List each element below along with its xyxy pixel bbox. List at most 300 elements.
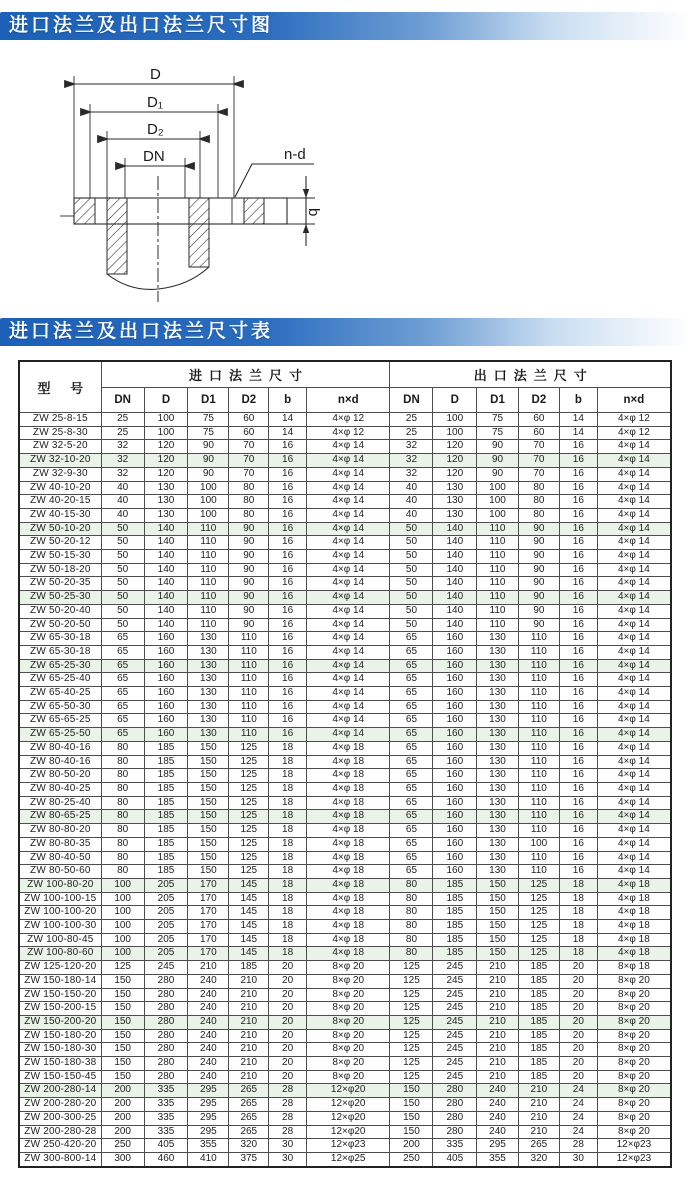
model-cell: ZW 150-180-38: [19, 1057, 101, 1071]
value-cell: 50: [390, 550, 433, 564]
value-cell: 130: [188, 673, 229, 687]
value-cell: 130: [477, 824, 519, 838]
table-row: [19, 741, 671, 755]
col-header-dn: DN: [390, 388, 433, 413]
value-cell: 4×φ 14: [597, 563, 671, 577]
value-cell: 170: [188, 947, 229, 961]
model-cell: ZW 25-8-15: [19, 413, 101, 427]
value-cell: 355: [188, 1139, 229, 1153]
value-cell: 110: [229, 659, 269, 673]
value-cell: 120: [144, 454, 188, 468]
value-cell: 150: [188, 755, 229, 769]
value-cell: 4×φ 12: [306, 413, 389, 427]
col-header-d2: D2: [518, 388, 559, 413]
value-cell: 110: [229, 728, 269, 742]
value-cell: 4×φ 14: [597, 604, 671, 618]
value-cell: 125: [229, 755, 269, 769]
value-cell: 8×φ 20: [597, 1084, 671, 1098]
value-cell: 110: [477, 618, 519, 632]
value-cell: 4×φ 18: [306, 865, 389, 879]
value-cell: 16: [269, 659, 307, 673]
model-cell: ZW 80-40-16: [19, 741, 101, 755]
value-cell: 20: [559, 974, 597, 988]
value-cell: 8×φ 20: [597, 974, 671, 988]
value-cell: 125: [229, 782, 269, 796]
value-cell: 18: [269, 892, 307, 906]
value-cell: 4×φ 14: [597, 508, 671, 522]
value-cell: 4×φ 18: [306, 878, 389, 892]
value-cell: 65: [390, 659, 433, 673]
value-cell: 4×φ 18: [306, 837, 389, 851]
value-cell: 28: [269, 1084, 307, 1098]
value-cell: 65: [390, 810, 433, 824]
value-cell: 130: [188, 700, 229, 714]
value-cell: 20: [269, 1070, 307, 1084]
value-cell: 80: [390, 947, 433, 961]
value-cell: 125: [390, 988, 433, 1002]
value-cell: 130: [477, 687, 519, 701]
value-cell: 16: [269, 467, 307, 481]
value-cell: 80: [101, 865, 144, 879]
sub-header-row: [19, 388, 671, 413]
value-cell: 110: [188, 522, 229, 536]
value-cell: 110: [188, 604, 229, 618]
value-cell: 130: [144, 481, 188, 495]
value-cell: 100: [101, 878, 144, 892]
value-cell: 4×φ 18: [306, 769, 389, 783]
table-row: [19, 426, 671, 440]
value-cell: 185: [518, 1057, 559, 1071]
model-cell: ZW 50-15-30: [19, 550, 101, 564]
table-row: [19, 961, 671, 975]
value-cell: 245: [433, 1029, 477, 1043]
value-cell: 150: [101, 1070, 144, 1084]
value-cell: 50: [390, 604, 433, 618]
value-cell: 295: [477, 1139, 519, 1153]
value-cell: 125: [518, 878, 559, 892]
value-cell: 100: [188, 508, 229, 522]
value-cell: 50: [390, 522, 433, 536]
value-cell: 185: [433, 947, 477, 961]
value-cell: 185: [229, 961, 269, 975]
value-cell: 100: [477, 495, 519, 509]
value-cell: 18: [559, 920, 597, 934]
value-cell: 75: [188, 413, 229, 427]
value-cell: 130: [477, 782, 519, 796]
value-cell: 65: [101, 659, 144, 673]
value-cell: 16: [559, 604, 597, 618]
value-cell: 4×φ 18: [597, 947, 671, 961]
value-cell: 30: [269, 1139, 307, 1153]
value-cell: 4×φ 14: [597, 577, 671, 591]
value-cell: 100: [433, 426, 477, 440]
value-cell: 160: [433, 632, 477, 646]
value-cell: 80: [101, 851, 144, 865]
model-cell: ZW 80-40-50: [19, 851, 101, 865]
value-cell: 125: [390, 1070, 433, 1084]
value-cell: 16: [559, 755, 597, 769]
value-cell: 16: [559, 522, 597, 536]
model-cell: ZW 250-420-20: [19, 1139, 101, 1153]
dim-label-D1: D₁: [147, 94, 163, 111]
value-cell: 4×φ 14: [597, 673, 671, 687]
value-cell: 210: [229, 974, 269, 988]
dim-label-DN: DN: [143, 148, 165, 165]
value-cell: 100: [101, 892, 144, 906]
value-cell: 295: [188, 1084, 229, 1098]
value-cell: 16: [559, 782, 597, 796]
table-row: [19, 947, 671, 961]
value-cell: 90: [229, 618, 269, 632]
value-cell: 125: [229, 769, 269, 783]
value-cell: 20: [269, 1002, 307, 1016]
value-cell: 65: [101, 700, 144, 714]
value-cell: 245: [433, 1002, 477, 1016]
value-cell: 210: [477, 1043, 519, 1057]
value-cell: 245: [433, 1057, 477, 1071]
value-cell: 16: [269, 714, 307, 728]
value-cell: 8×φ 20: [306, 1015, 389, 1029]
value-cell: 100: [477, 481, 519, 495]
value-cell: 150: [188, 865, 229, 879]
value-cell: 130: [477, 851, 519, 865]
value-cell: 30: [269, 1152, 307, 1166]
value-cell: 250: [101, 1139, 144, 1153]
value-cell: 170: [188, 906, 229, 920]
value-cell: 16: [559, 714, 597, 728]
value-cell: 130: [477, 755, 519, 769]
value-cell: 4×φ 14: [597, 632, 671, 646]
value-cell: 4×φ 18: [306, 906, 389, 920]
value-cell: 205: [144, 906, 188, 920]
value-cell: 240: [477, 1084, 519, 1098]
model-cell: ZW 100-100-20: [19, 906, 101, 920]
value-cell: 65: [101, 728, 144, 742]
value-cell: 60: [229, 413, 269, 427]
col-header-d2: D2: [229, 388, 269, 413]
value-cell: 32: [390, 454, 433, 468]
value-cell: 4×φ 18: [597, 906, 671, 920]
value-cell: 280: [144, 974, 188, 988]
value-cell: 8×φ 20: [597, 1111, 671, 1125]
value-cell: 18: [269, 796, 307, 810]
value-cell: 300: [101, 1152, 144, 1166]
value-cell: 4×φ 14: [306, 536, 389, 550]
value-cell: 14: [269, 413, 307, 427]
value-cell: 140: [433, 563, 477, 577]
section-title-diagram: 进口法兰及出口法兰尺寸图: [9, 15, 274, 36]
value-cell: 120: [144, 440, 188, 454]
value-cell: 100: [144, 426, 188, 440]
value-cell: 4×φ 14: [306, 728, 389, 742]
value-cell: 150: [390, 1098, 433, 1112]
value-cell: 130: [477, 714, 519, 728]
value-cell: 150: [188, 837, 229, 851]
value-cell: 65: [390, 645, 433, 659]
model-cell: ZW 50-20-12: [19, 536, 101, 550]
value-cell: 90: [518, 550, 559, 564]
flange-cross-section-drawing: [52, 48, 382, 306]
value-cell: 125: [390, 1015, 433, 1029]
value-cell: 16: [269, 687, 307, 701]
value-cell: 40: [390, 508, 433, 522]
value-cell: 185: [518, 988, 559, 1002]
value-cell: 4×φ 14: [597, 782, 671, 796]
value-cell: 90: [229, 577, 269, 591]
value-cell: 150: [390, 1125, 433, 1139]
value-cell: 280: [144, 1057, 188, 1071]
value-cell: 4×φ 14: [306, 687, 389, 701]
value-cell: 375: [229, 1152, 269, 1166]
value-cell: 120: [144, 467, 188, 481]
table-row: [19, 906, 671, 920]
value-cell: 4×φ 14: [306, 673, 389, 687]
value-cell: 100: [144, 413, 188, 427]
value-cell: 4×φ 14: [306, 577, 389, 591]
value-cell: 4×φ 14: [306, 481, 389, 495]
value-cell: 16: [559, 563, 597, 577]
table-row: [19, 577, 671, 591]
dim-label-b: b: [305, 208, 322, 217]
model-cell: ZW 65-25-50: [19, 728, 101, 742]
model-cell: ZW 150-200-20: [19, 1015, 101, 1029]
value-cell: 140: [144, 618, 188, 632]
model-cell: ZW 50-20-35: [19, 577, 101, 591]
value-cell: 240: [188, 1070, 229, 1084]
value-cell: 18: [269, 851, 307, 865]
value-cell: 8×φ 20: [597, 988, 671, 1002]
value-cell: 4×φ 14: [597, 865, 671, 879]
value-cell: 12×φ23: [306, 1139, 389, 1153]
value-cell: 50: [101, 536, 144, 550]
model-cell: ZW 150-180-20: [19, 1029, 101, 1043]
value-cell: 140: [144, 522, 188, 536]
value-cell: 100: [101, 920, 144, 934]
value-cell: 8×φ 20: [306, 988, 389, 1002]
value-cell: 130: [188, 645, 229, 659]
value-cell: 90: [518, 536, 559, 550]
value-cell: 200: [101, 1098, 144, 1112]
model-cell: ZW 300-800-14: [19, 1152, 101, 1166]
value-cell: 140: [144, 577, 188, 591]
value-cell: 20: [269, 1043, 307, 1057]
value-cell: 4×φ 14: [597, 837, 671, 851]
value-cell: 8×φ 20: [306, 961, 389, 975]
value-cell: 20: [559, 961, 597, 975]
value-cell: 160: [433, 673, 477, 687]
value-cell: 130: [188, 632, 229, 646]
value-cell: 65: [390, 796, 433, 810]
value-cell: 75: [188, 426, 229, 440]
table-row: [19, 796, 671, 810]
value-cell: 16: [269, 536, 307, 550]
value-cell: 16: [559, 618, 597, 632]
value-cell: 110: [518, 673, 559, 687]
value-cell: 65: [390, 728, 433, 742]
value-cell: 80: [390, 920, 433, 934]
value-cell: 12×φ25: [306, 1152, 389, 1166]
table-row: [19, 536, 671, 550]
value-cell: 160: [144, 714, 188, 728]
value-cell: 16: [269, 728, 307, 742]
value-cell: 16: [559, 700, 597, 714]
value-cell: 16: [269, 645, 307, 659]
value-cell: 40: [101, 481, 144, 495]
value-cell: 185: [144, 796, 188, 810]
value-cell: 4×φ 14: [597, 467, 671, 481]
value-cell: 12×φ20: [306, 1098, 389, 1112]
value-cell: 160: [433, 755, 477, 769]
value-cell: 8×φ 20: [597, 1098, 671, 1112]
value-cell: 460: [144, 1152, 188, 1166]
value-cell: 20: [269, 1015, 307, 1029]
value-cell: 14: [559, 426, 597, 440]
table-row: [19, 1057, 671, 1071]
value-cell: 210: [477, 974, 519, 988]
page: [0, 12, 690, 1178]
value-cell: 50: [390, 591, 433, 605]
value-cell: 160: [433, 837, 477, 851]
value-cell: 80: [101, 824, 144, 838]
value-cell: 150: [477, 933, 519, 947]
value-cell: 160: [433, 659, 477, 673]
value-cell: 125: [229, 865, 269, 879]
value-cell: 150: [101, 974, 144, 988]
value-cell: 150: [101, 1002, 144, 1016]
value-cell: 150: [101, 1015, 144, 1029]
value-cell: 8×φ 20: [597, 1002, 671, 1016]
value-cell: 295: [188, 1125, 229, 1139]
value-cell: 200: [101, 1084, 144, 1098]
value-cell: 130: [188, 728, 229, 742]
value-cell: 160: [144, 673, 188, 687]
table-row: [19, 687, 671, 701]
value-cell: 4×φ 14: [306, 645, 389, 659]
value-cell: 8×φ 20: [306, 974, 389, 988]
value-cell: 210: [518, 1084, 559, 1098]
col-header-model: 型 号: [19, 361, 101, 413]
value-cell: 20: [559, 1015, 597, 1029]
value-cell: 4×φ 14: [597, 495, 671, 509]
table-row: [19, 440, 671, 454]
table-row: [19, 782, 671, 796]
value-cell: 140: [433, 618, 477, 632]
value-cell: 80: [101, 755, 144, 769]
value-cell: 60: [518, 413, 559, 427]
value-cell: 100: [101, 906, 144, 920]
value-cell: 70: [229, 440, 269, 454]
value-cell: 50: [101, 577, 144, 591]
value-cell: 130: [477, 700, 519, 714]
value-cell: 80: [390, 892, 433, 906]
value-cell: 125: [229, 824, 269, 838]
table-row: [19, 550, 671, 564]
value-cell: 20: [269, 1057, 307, 1071]
value-cell: 185: [518, 1070, 559, 1084]
value-cell: 65: [390, 782, 433, 796]
table-row: [19, 851, 671, 865]
value-cell: 65: [390, 865, 433, 879]
value-cell: 160: [433, 851, 477, 865]
col-header-d1: D1: [188, 388, 229, 413]
value-cell: 4×φ 18: [306, 741, 389, 755]
value-cell: 210: [477, 1002, 519, 1016]
value-cell: 130: [188, 714, 229, 728]
value-cell: 150: [188, 782, 229, 796]
value-cell: 185: [518, 961, 559, 975]
value-cell: 4×φ 14: [597, 741, 671, 755]
value-cell: 185: [144, 824, 188, 838]
value-cell: 65: [390, 769, 433, 783]
value-cell: 4×φ 18: [306, 933, 389, 947]
value-cell: 32: [101, 440, 144, 454]
value-cell: 8×φ 20: [597, 1043, 671, 1057]
col-header-nd: n×d: [306, 388, 389, 413]
table-row: [19, 1070, 671, 1084]
value-cell: 125: [390, 1043, 433, 1057]
value-cell: 65: [390, 700, 433, 714]
value-cell: 20: [269, 1029, 307, 1043]
value-cell: 130: [477, 741, 519, 755]
value-cell: 140: [144, 604, 188, 618]
value-cell: 65: [390, 837, 433, 851]
model-cell: ZW 32-10-20: [19, 454, 101, 468]
value-cell: 100: [518, 837, 559, 851]
table-row: [19, 810, 671, 824]
value-cell: 4×φ 14: [597, 618, 671, 632]
table-body: [19, 413, 671, 1167]
value-cell: 160: [433, 824, 477, 838]
table-row: [19, 454, 671, 468]
value-cell: 110: [518, 645, 559, 659]
value-cell: 65: [390, 741, 433, 755]
value-cell: 80: [390, 933, 433, 947]
value-cell: 16: [269, 495, 307, 509]
value-cell: 80: [101, 769, 144, 783]
value-cell: 90: [477, 454, 519, 468]
value-cell: 185: [518, 974, 559, 988]
value-cell: 4×φ 14: [597, 687, 671, 701]
value-cell: 16: [559, 550, 597, 564]
table-row: [19, 413, 671, 427]
value-cell: 18: [559, 878, 597, 892]
value-cell: 8×φ 20: [306, 1002, 389, 1016]
value-cell: 205: [144, 947, 188, 961]
value-cell: 20: [269, 961, 307, 975]
value-cell: 185: [518, 1043, 559, 1057]
value-cell: 110: [229, 714, 269, 728]
value-cell: 18: [559, 892, 597, 906]
value-cell: 4×φ 18: [597, 920, 671, 934]
value-cell: 70: [229, 454, 269, 468]
value-cell: 150: [101, 1029, 144, 1043]
value-cell: 140: [433, 591, 477, 605]
value-cell: 160: [144, 687, 188, 701]
value-cell: 185: [433, 906, 477, 920]
model-cell: ZW 50-18-20: [19, 563, 101, 577]
value-cell: 65: [101, 687, 144, 701]
value-cell: 110: [229, 645, 269, 659]
table-row: [19, 714, 671, 728]
value-cell: 65: [101, 632, 144, 646]
value-cell: 125: [518, 947, 559, 961]
table-row: [19, 467, 671, 481]
value-cell: 130: [188, 687, 229, 701]
value-cell: 16: [559, 687, 597, 701]
value-cell: 355: [477, 1152, 519, 1166]
table-row: [19, 673, 671, 687]
value-cell: 4×φ 18: [306, 796, 389, 810]
